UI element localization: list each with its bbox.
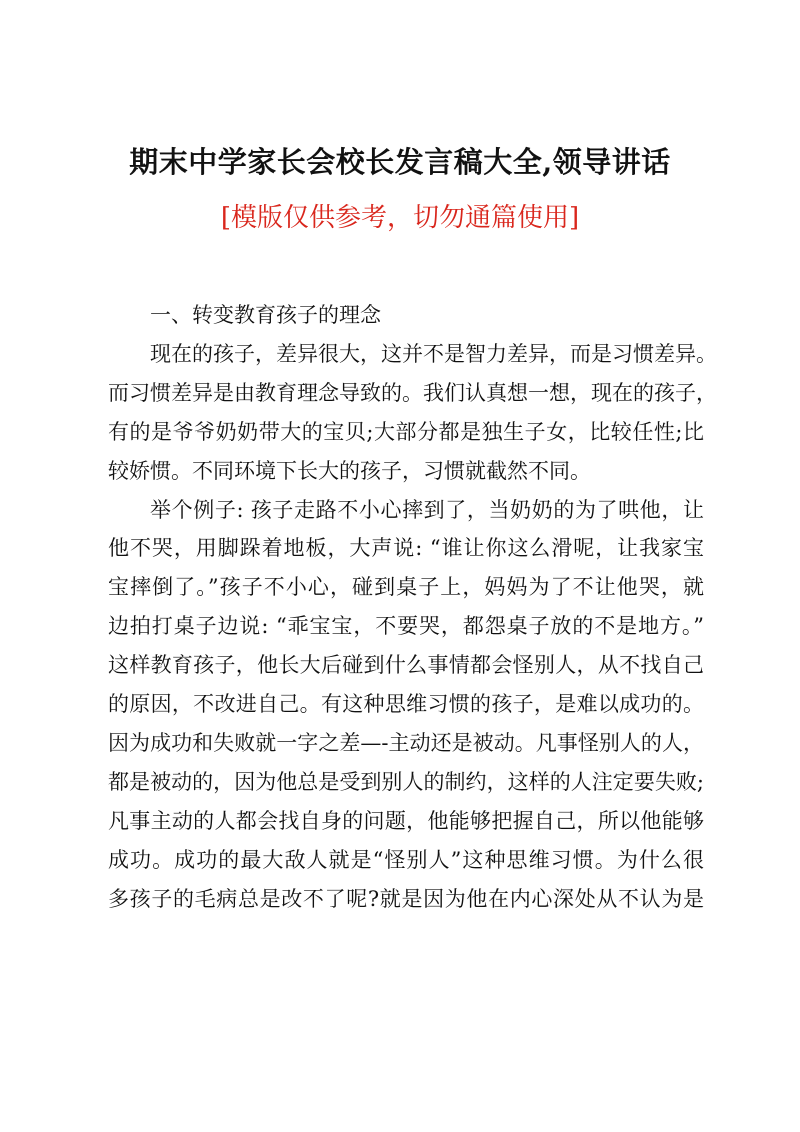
document-body xyxy=(108,296,717,919)
text-line: 成功。成功的最大敌人就是“怪别人”这种思维习惯。为什么很 xyxy=(108,847,704,872)
text-line: 举个例子: 孩子走路不小心摔到了，当奶奶的为了哄他，让 xyxy=(150,497,704,522)
text-line: 有的是爷爷奶奶带大的宝贝;大部分都是独生子女，比较任性;比 xyxy=(108,419,704,444)
text-line: 凡事主动的人都会找自身的问题，他能够把握自己，所以他能够 xyxy=(108,808,704,833)
text-line: 多孩子的毛病总是改不了呢?就是因为他在内心深处从不认为是 xyxy=(108,886,704,911)
text-line: 边拍打桌子边说: “乖宝宝，不要哭，都怨桌子放的不是地方。” xyxy=(108,614,704,639)
text-line: 因为成功和失败就一字之差—-主动还是被动。凡事怪别人的人， xyxy=(108,730,704,755)
template-notice: [模版仅供参考，切勿通篇使用] xyxy=(220,203,580,233)
text-line: 这样教育孩子，他长大后碰到什么事情都会怪别人，从不找自己 xyxy=(108,653,704,678)
section-heading: 一、转变教育孩子的理念 xyxy=(150,303,381,327)
text-line: 较娇惯。不同环境下长大的孩子，习惯就截然不同。 xyxy=(108,458,591,483)
text-line: 现在的孩子，差异很大，这并不是智力差异，而是习惯差异。 xyxy=(150,341,717,366)
text-line: 都是被动的，因为他总是受到别人的制约，这样的人注定要失败; xyxy=(108,769,704,794)
text-line: 的原因，不改进自己。有这种思维习惯的孩子，是难以成功的。 xyxy=(108,692,704,717)
paragraph-1 xyxy=(108,335,717,491)
document-title: 期末中学家长会校长发言稿大全,领导讲话 xyxy=(129,145,671,179)
text-line: 他不哭，用脚跺着地板，大声说: “谁让你这么滑呢，让我家宝 xyxy=(108,536,704,561)
text-line: 宝摔倒了。”孩子不小心，碰到桌子上，妈妈为了不让他哭，就 xyxy=(108,575,704,600)
text-line: 而习惯差异是由教育理念导致的。我们认真想一想，现在的孩子， xyxy=(108,380,717,405)
paragraph-2 xyxy=(108,491,704,919)
